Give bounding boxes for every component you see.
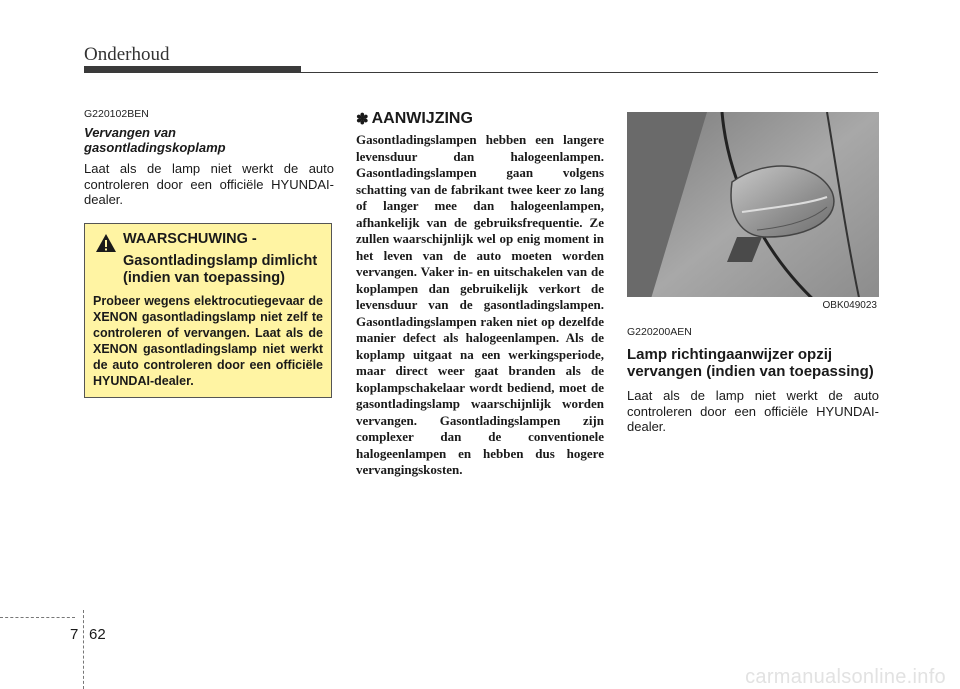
section-code-2: G220200AEN [627, 326, 692, 338]
note-title [356, 110, 604, 128]
section-subtitle-line2: gasontladingskoplamp [84, 140, 226, 155]
side-mirror-photo [627, 112, 879, 312]
watermark-text: carmanualsonline.info [745, 666, 946, 688]
warning-header [93, 231, 323, 253]
column-middle [356, 108, 604, 479]
note-body: Gasontladingslampen hebben een langere levensduur dan halogeenlampen. Gasontladingslampen gaan volgens schatting van de fabrikant twee keer zo lang of langer mee dan halogeenlampen, afhankelijk van de gebruiksfrequentie. Ze zullen waarschijnlijk wel op enig moment in het leven van de auto moeten worden vervangen. Vaker in- en uitschakelen van de koplampen dan gebruikelijk verkort de levensduur van de gasontladingslampen. Gasontladingslampen raken niet op dezelfde manier defect als halogeenlampen. Als de koplamp uitgaat na een werkingsperiode, maar direct weer gaat branden als de koplampschakelaar wordt bediend, moet de gasontladingslamp waarschijnlijk worden vervangen. Gasontladingslampen zijn complexer dan de conventionele halogeenlampen en hebben dus hogere vervangingskosten. [356, 132, 604, 477]
warning-subtitle-line2: (indien van toepassing) [123, 270, 285, 286]
header-rule [84, 72, 878, 73]
section-heading-2 [627, 346, 879, 380]
column-left [84, 108, 334, 208]
warning-body: Probeer wegens elektrocutiegevaar de XENON gasontladingslamp niet zelf te controleren of vervangen. Laat als de XENON gasontladingslamp niet werkt de auto controleren door een officiële HYUNDAI-dealer. [93, 294, 323, 388]
chapter-number: 7 [70, 626, 79, 643]
footer-divider-horizontal [0, 617, 75, 618]
note-title-text: AANWIJZING [371, 110, 473, 127]
warning-triangle-icon [95, 233, 117, 253]
section-body-2: Laat als de lamp niet werkt de auto controleren door een officiële HYUNDAI-dealer. [627, 388, 879, 434]
page-number: 62 [89, 626, 106, 643]
column-right [627, 108, 879, 435]
section-heading-2-line1: Lamp richtingaanwijzer opzij [627, 346, 833, 363]
section-body: Laat als de lamp niet werkt de auto controleren door een officiële HYUNDAI-dealer. [84, 161, 334, 207]
section-code: G220102BEN [84, 108, 149, 120]
note-symbol: ✽ [356, 111, 369, 128]
section-subtitle-line1: Vervangen van [84, 125, 177, 140]
warning-subtitle-line1: Gasontladingslamp dimlicht [123, 253, 318, 269]
footer-divider-vertical [83, 610, 85, 689]
warning-box [84, 223, 332, 398]
section-subtitle [84, 125, 334, 155]
photo-caption: OBK049023 [822, 300, 877, 311]
page-header-title: Onderhoud [84, 44, 170, 65]
side-mirror-illustration [627, 112, 879, 312]
warning-title: WAARSCHUWING - [123, 231, 257, 247]
section-heading-2-line2: vervangen (indien van toepassing) [627, 363, 874, 380]
